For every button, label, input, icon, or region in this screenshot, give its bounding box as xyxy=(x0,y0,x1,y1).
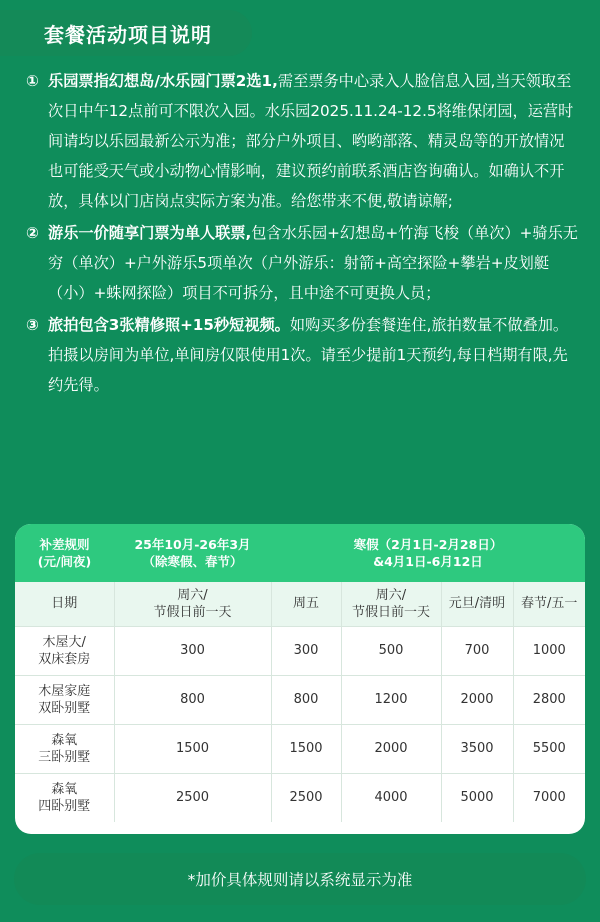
price-cell: 1500 xyxy=(114,724,271,773)
rule-bold-text: 乐园票指幻想岛/水乐园门票2选1, xyxy=(48,72,278,90)
price-cell: 800 xyxy=(114,675,271,724)
price-cell: 300 xyxy=(271,626,341,675)
rule-bold-text: 游乐一价随享门票为单人联票, xyxy=(48,224,252,242)
subheader-cell xyxy=(15,582,114,626)
room-type-text: 木屋家庭 双卧别墅 xyxy=(38,683,91,716)
table-row xyxy=(15,675,585,724)
price-cell: 5500 xyxy=(513,724,585,773)
room-type-text: 森氧 四卧别墅 xyxy=(38,781,91,814)
group-header-1-text: 25年10月-26年3月 （除寒假、春节） xyxy=(134,537,251,569)
rule-bold-text: 旅拍包含3张精修照+15秒短视频。 xyxy=(48,316,290,334)
room-type-cell xyxy=(15,675,114,724)
price-cell: 500 xyxy=(341,626,441,675)
rule-item xyxy=(26,66,578,216)
price-cell: 800 xyxy=(271,675,341,724)
rule-item xyxy=(26,310,578,400)
footer-note-text: *加价具体规则请以系统显示为准 xyxy=(187,871,413,889)
price-table xyxy=(15,524,585,822)
rule-text: 如购买多份套餐连住,旅拍数量不做叠加。拍摄以房间为单位,单间房仅限使用1次。请至少提前1天预约,每日档期有限,先约先得。 xyxy=(48,316,569,394)
price-cell: 700 xyxy=(441,626,513,675)
price-cell: 2000 xyxy=(341,724,441,773)
price-cell: 4000 xyxy=(341,773,441,822)
table-row xyxy=(15,724,585,773)
table-row xyxy=(15,773,585,822)
price-cell: 300 xyxy=(114,626,271,675)
rule-number: ① xyxy=(26,72,39,90)
price-cell: 7000 xyxy=(532,790,566,806)
room-type-cell xyxy=(15,626,114,675)
corner-header-text: 补差规则 (元/间夜) xyxy=(37,537,92,569)
room-type-text: 木屋大/ 双床套房 xyxy=(38,634,91,667)
rules-list xyxy=(26,66,578,402)
price-cell: 5000 xyxy=(441,773,513,822)
rule-number: ② xyxy=(26,224,39,242)
room-type-cell xyxy=(15,724,114,773)
rule-body xyxy=(48,66,578,216)
corner-header xyxy=(15,524,114,582)
group-header-1 xyxy=(114,524,271,582)
price-cell: 2800 xyxy=(513,675,585,724)
room-type-text: 森氧 三卧别墅 xyxy=(38,732,91,765)
section-title-text: 套餐活动项目说明 xyxy=(44,22,212,47)
price-cell: 2000 xyxy=(441,675,513,724)
room-type-cell xyxy=(15,773,114,822)
rule-item xyxy=(26,218,578,308)
price-cell: 3500 xyxy=(441,724,513,773)
section-title xyxy=(0,10,252,56)
subheader-text: 周六/ 节假日前一天 xyxy=(351,587,430,620)
group-header-2-text: 寒假（2月1日-2月28日） &4月1日-6月12日 xyxy=(353,537,503,569)
subheader-text: 春节/五一 xyxy=(521,596,578,612)
price-cell: 2500 xyxy=(114,773,271,822)
rule-body xyxy=(48,218,578,308)
price-table-card xyxy=(15,524,585,834)
subheader-text: 日期 xyxy=(51,596,78,612)
subheader-cell xyxy=(513,582,585,626)
price-cell: 1500 xyxy=(271,724,341,773)
subheader-cell xyxy=(114,582,271,626)
footer-note xyxy=(14,853,586,905)
rule-number: ③ xyxy=(26,316,39,334)
subheader-cell xyxy=(271,582,341,626)
subheader-cell xyxy=(441,582,513,626)
subheader-text: 周五 xyxy=(292,596,319,612)
rule-text: 包含水乐园+幻想岛+竹海飞梭（单次）+骑乐无穷（单次）+户外游乐5项单次（户外游乐：射箭+高空探险+攀岩+皮划艇（小）+蛛网探险）项目不可拆分，且中途不可更换人员； xyxy=(48,224,578,302)
rule-text: 需至票务中心录入人脸信息入园,当天领取至次日中午12点前可不限次入园。水乐园2025.11.24-12.5将维保闭园，运营时间请均以乐园最新公示为准；部分户外项目、哟哟部落、精灵岛等的开放情况也可能受天气或小动物心情影响，建议预约前联系酒店咨询确认。如确认不开放，具体以门店岗点实际方案为准。给您带来不便,敬请谅解; xyxy=(48,72,574,210)
price-cell: 2500 xyxy=(271,773,341,822)
subheader-cell xyxy=(341,582,441,626)
price-cell: 1000 xyxy=(513,626,585,675)
table-row xyxy=(15,626,585,675)
subheader-text: 周六/ 节假日前一天 xyxy=(153,587,232,620)
subheader-text: 元旦/清明 xyxy=(448,596,506,612)
subheader-row xyxy=(15,582,585,626)
price-cell: 1200 xyxy=(341,675,441,724)
group-header-2 xyxy=(271,524,585,582)
rule-body xyxy=(48,310,578,400)
